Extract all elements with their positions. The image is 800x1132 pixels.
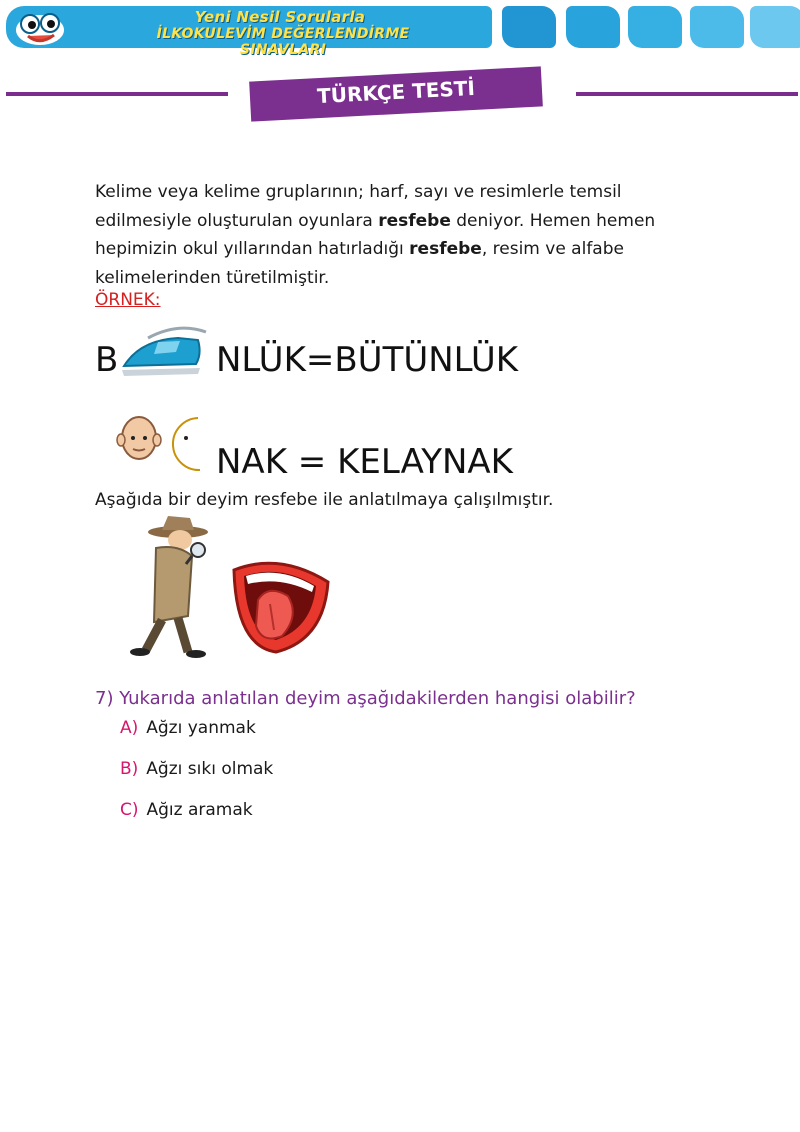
header-tile [628, 6, 682, 48]
mouth-tongue-image [228, 556, 332, 656]
intro-paragraph [95, 178, 695, 292]
header-subtitle: Yeni Nesil Sorularla [194, 8, 366, 26]
header-tile [690, 6, 744, 48]
example-label: ÖRNEK: [95, 290, 161, 310]
question-text: 7) Yukarıda anlatılan deyim aşağıdakilerden hangisi olabilir? [95, 688, 636, 709]
option-letter: C) [120, 800, 139, 820]
bald-head-image [114, 414, 164, 468]
example1-prefix: B [95, 340, 119, 380]
divider-right [576, 92, 798, 96]
option-c[interactable] [120, 800, 253, 820]
divider-left [6, 92, 228, 96]
option-a[interactable] [120, 718, 256, 738]
paragraph-text: Kelime veya kelime gruplarının; harf, sayı ve resimlerle temsil edilmesiyle oluşturulan oyunlara [95, 182, 622, 231]
option-text: Ağız aramak [146, 800, 253, 820]
option-text: Ağzı sıkı olmak [146, 759, 274, 779]
option-letter: A) [120, 718, 139, 738]
page-title: TÜRKÇE TESTİ [316, 75, 476, 109]
iron-image [118, 318, 210, 378]
example2-suffix: NAK = KELAYNAK [216, 442, 513, 482]
detective-image [118, 512, 218, 660]
example1-suffix: NLÜK=BÜTÜNLÜK [216, 340, 519, 380]
paragraph-bold: resfebe [409, 239, 482, 259]
option-letter: B) [120, 759, 139, 779]
option-text: Ağzı yanmak [146, 718, 256, 738]
header-tile [750, 6, 800, 48]
paragraph-bold: resfebe [378, 210, 451, 231]
paragraph-text: , resim ve alfabe kelimelerinden türetilmiştir. [95, 239, 624, 288]
intro-sentence: Aşağıda bir deyim resfebe ile anlatılmaya çalışılmıştır. [95, 490, 554, 510]
option-b[interactable] [120, 759, 273, 779]
paragraph-text: deniyor. Hemen hemen hepimizin okul yıllarından hatırladığı [95, 210, 656, 259]
header-tile [566, 6, 620, 48]
header-tile [502, 6, 556, 48]
header-title: İLKOKULEVİM DEĞERLENDİRME SINAVLARI [156, 26, 410, 58]
crescent-moon-image [164, 414, 216, 474]
mascot-logo [14, 8, 84, 48]
